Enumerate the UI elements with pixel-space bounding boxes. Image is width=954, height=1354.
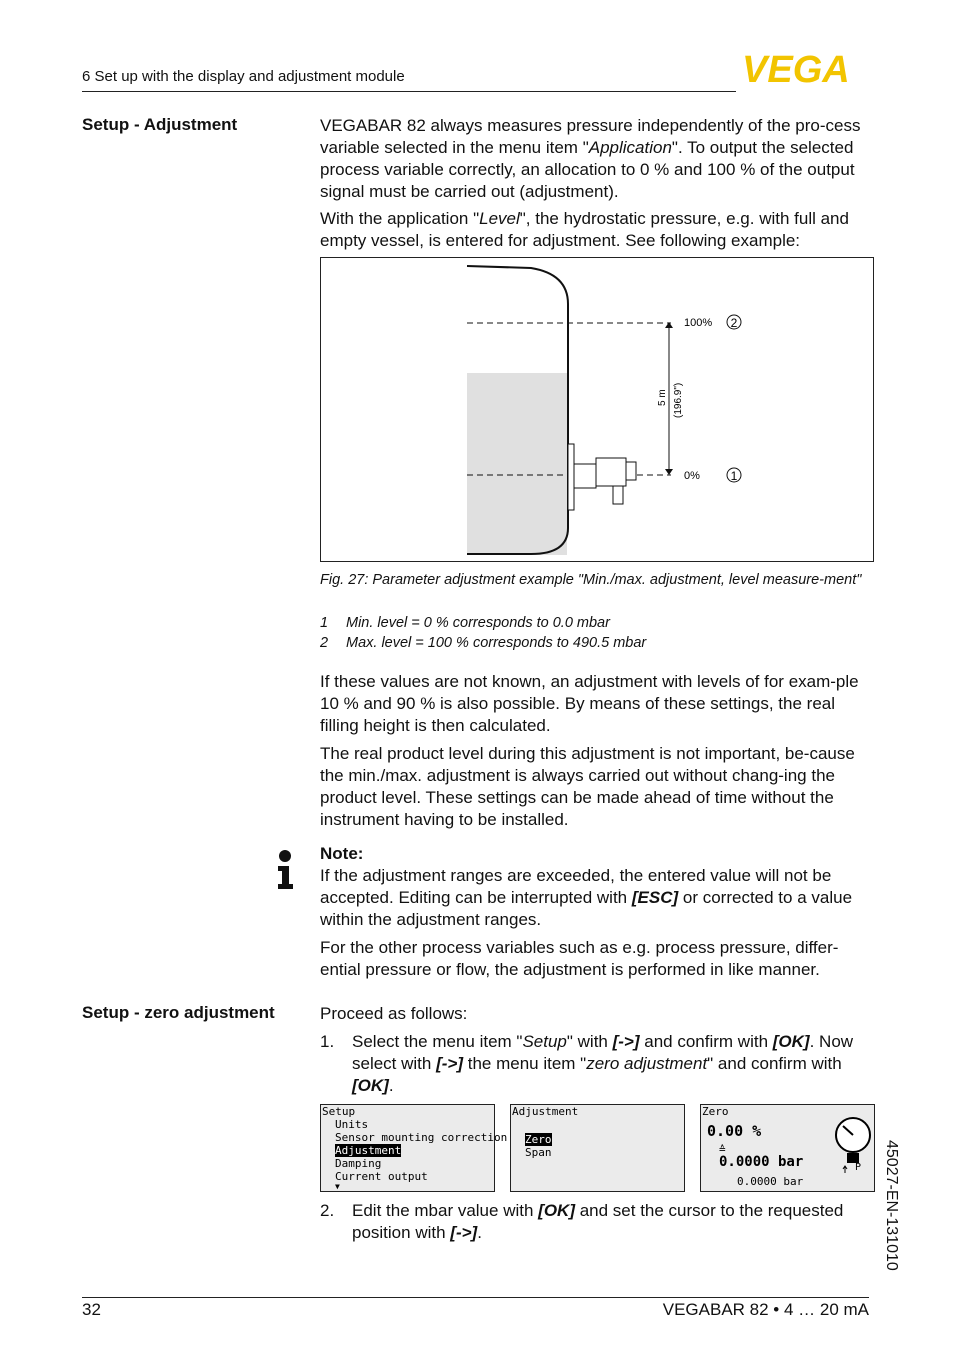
screen-title: Setup [322, 1105, 356, 1118]
menu-item-zero-selected: Zero [525, 1133, 552, 1146]
figure-level-adjustment [320, 257, 874, 562]
paragraph-proceed: Proceed as follows: [320, 1004, 468, 1023]
scroll-down-icon: ▼ [335, 1182, 340, 1191]
step-2-number: 2. [320, 1201, 335, 1220]
figure-caption: Fig. 27: Parameter adjustment example "Min./max. adjustment, level measure-ment" [320, 572, 862, 588]
step-2-text: Edit the mbar value with [OK] and set the cursor to the requested position with [->]. [352, 1201, 844, 1242]
menu-item-span: Span [525, 1146, 552, 1159]
vessel-diagram [321, 258, 873, 561]
zero-value: 0.0000 bar [719, 1154, 804, 1170]
paragraph-intro: VEGABAR 82 always measures pressure independently of the pro-cess variable selected in the menu item "Application". To output the selected process variable correctly, an allocation to 0 % and 100 % of the output signal must be carried out (adjustment). [320, 116, 861, 201]
product-fill [467, 373, 567, 555]
screen-title: Adjustment [512, 1105, 579, 1118]
info-icon [276, 850, 294, 895]
display-screen-setup [320, 1104, 508, 1192]
section-title-setup-adjustment: Setup - Adjustment [82, 115, 238, 134]
equivalent-sign: ≙ [719, 1143, 726, 1156]
step-1-text: Select the menu item "Setup" with [->] and confirm with [OK]. Now select with [->] the menu item "zero adjustment" and confirm with [OK]. [352, 1032, 854, 1095]
legend-item-1: 1 Min. level = 0 % corresponds to 0.0 mbar [320, 615, 610, 631]
section-title-zero-adjustment: Setup - zero adjustment [82, 1003, 275, 1022]
footer-rule [82, 1297, 869, 1298]
logo-text: VEGA [742, 52, 850, 86]
menu-item-adjustment-selected: Adjustment [335, 1144, 402, 1157]
menu-item-units: Units [335, 1118, 369, 1131]
transmitter [596, 458, 626, 486]
dim-inches: (196.9") [673, 382, 684, 418]
document-id: 45027-EN-131010 [883, 1140, 900, 1271]
pressure-gauge-icon [833, 1113, 873, 1175]
label-0: 0% [684, 470, 700, 482]
zero-percent: 0.00 % [707, 1122, 762, 1140]
menu-item-sensor-mounting: Sensor mounting correction [335, 1131, 508, 1144]
paragraph-level: With the application "Level", the hydrostatic pressure, e.g. with full and empty vessel, is entered for adjustment. See following example: [320, 209, 849, 250]
page-number: 32 [82, 1300, 101, 1319]
marker-1: 1 [730, 469, 738, 483]
paragraph-real-level: The real product level during this adjustment is not important, be-cause the min./max. adjustment is always carried out without chang-ing the product level. These settings can be made ahead of time without the instrument having to be installed. [320, 744, 855, 829]
label-100: 100% [684, 317, 713, 329]
running-header: 6 Set up with the display and adjustment module [82, 68, 405, 85]
note-title: Note: [320, 844, 364, 863]
header-rule [82, 91, 736, 92]
flange [568, 444, 574, 510]
display-screen-adjustment [510, 1104, 685, 1192]
product-name: VEGABAR 82 • 4 … 20 mA [662, 1300, 869, 1319]
dim-meters: 5 m [657, 389, 668, 406]
menu-item-current-output: Current output [335, 1170, 428, 1183]
marker-2: 2 [730, 316, 738, 330]
vega-logo [742, 52, 874, 91]
menu-item-damping: Damping [335, 1157, 382, 1170]
zero-value-small: 0.0000 bar [737, 1175, 804, 1188]
display-screen-zero [700, 1104, 875, 1192]
note-text: If the adjustment ranges are exceeded, the entered value will not be accepted. Editing can be interrupted with [ESC] or corrected to a value within the adjustment ranges. [320, 866, 853, 929]
pressure-label: P [855, 1162, 862, 1173]
screen-title: Zero [702, 1105, 729, 1118]
note-paragraph-2: For the other process variables such as e.g. process pressure, differ-ential pressure or flow, the adjustment is performed in like manner. [320, 938, 839, 979]
step-1-number: 1. [320, 1032, 335, 1051]
paragraph-unknown-values: If these values are not known, an adjustment with levels of for exam-ple 10 % and 90 % is also possible. By means of these settings, the real filling height is then calculated. [320, 672, 859, 735]
legend-item-2: 2 Max. level = 100 % corresponds to 490.5 mbar [320, 635, 647, 651]
